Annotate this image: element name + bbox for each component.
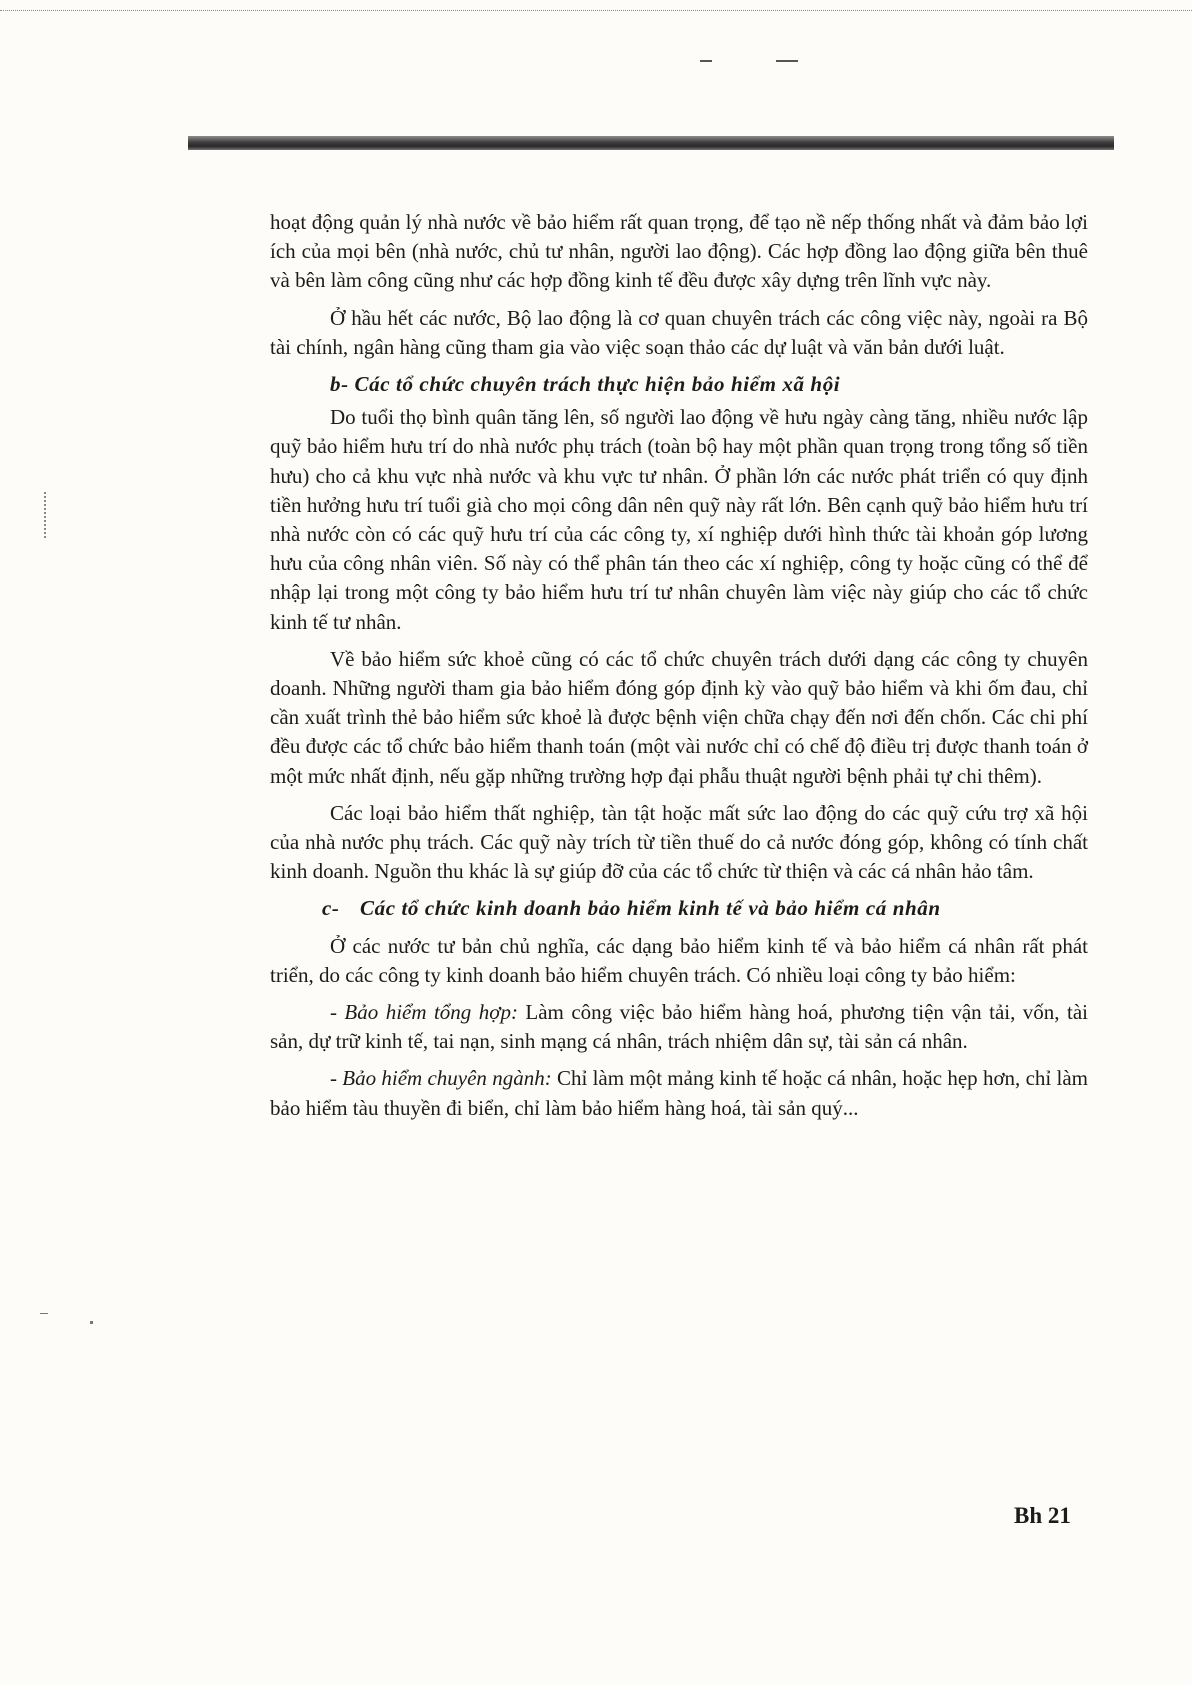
- section-heading-c-marker: c-: [322, 896, 340, 921]
- scan-top-edge: [0, 10, 1192, 11]
- header-mark-left: [700, 60, 712, 62]
- section-heading-c: [322, 894, 1088, 923]
- margin-specks: [44, 492, 48, 538]
- paragraph: Ở các nước tư bản chủ nghĩa, các dạng bảo hiểm kinh tế và bảo hiểm cá nhân rất phát triển, do các công ty kinh doanh bảo hiểm chuyên trách. Có nhiều loại công ty bảo hiểm:: [270, 933, 1088, 987]
- list-item: [270, 998, 1088, 1056]
- paragraph: Các loại bảo hiểm thất nghiệp, tàn tật hoặc mất sức lao động do các quỹ cứu trợ xã hội của nhà nước phụ trách. Các quỹ này trích từ tiền thuế do cả nước đóng góp, không có tính chất kinh doanh. Nguồn thu khác là sự giúp đỡ của các tổ chức từ thiện và các cá nhân hảo tâm.: [270, 800, 1088, 884]
- list-item-text: Chỉ làm một mảng kinh tế hoặc cá nhân, hoặc hẹp hơn, chỉ làm bảo hiểm tàu thuyền đi biển, chỉ làm bảo hiểm hàng hoá, tài sản quý...: [270, 1066, 1088, 1120]
- paragraph: hoạt động quản lý nhà nước về bảo hiểm rất quan trọng, để tạo nề nếp thống nhất và đảm bảo lợi ích của mọi bên (nhà nước, chủ tư nhân, người lao động). Các hợp đồng lao động giữa bên thuê và bên làm công cũng như các hợp đồng kinh tế đều được xây dựng trên lĩnh vực này.: [270, 210, 1088, 293]
- header-rule: [188, 136, 1114, 150]
- paragraph: Về bảo hiểm sức khoẻ cũng có các tổ chức chuyên trách dưới dạng các công ty chuyên doanh. Những người tham gia bảo hiểm đóng góp định kỳ vào quỹ bảo hiểm và khi ốm đau, chỉ cần xuất trình thẻ bảo hiểm sức khoẻ là được bệnh viện chữa chạy đến nơi đến chốn. Các chi phí đều được các tổ chức bảo hiểm thanh toán (một vài nước chỉ có chế độ điều trị được thanh toán ở một mức nhất định, nếu gặp những trường hợp đại phẫu thuật người bệnh phải tự chi thêm).: [270, 646, 1088, 788]
- paragraph: Do tuổi thọ bình quân tăng lên, số người lao động về hưu ngày càng tăng, nhiều nước lập quỹ bảo hiểm hưu trí do nhà nước phụ trách (toàn bộ hay một phần quan trọng trong tổng số tiền hưu) cho cả khu vực nhà nước và khu vực tư nhân. Ở phần lớn các nước phát triển có quy định tiền hưởng hưu trí tuổi già cho mọi công dân nên quỹ này rất lớn. Bên cạnh quỹ bảo hiểm hưu trí nhà nước còn có các quỹ hưu trí của các công ty, xí nghiệp dưới hình thức tài khoản góp lương hưu của công nhân viên. Số này có thể phân tán theo các xí nghiệp, công ty hoặc cũng có thể để nhập lại trong một công ty bảo hiểm hưu trí tư nhân chuyên làm việc này giúp cho các tổ chức kinh tế tư nhân.: [270, 405, 1088, 634]
- page-body: [270, 208, 1088, 1123]
- margin-speck: [90, 1321, 93, 1324]
- margin-speck: [40, 1313, 48, 1314]
- list-item-text: Làm công việc bảo hiểm hàng hoá, phương tiện vận tải, vốn, tài sản, dự trữ kinh tế, tai nạn, sinh mạng cá nhân, trách nhiệm dân sự, tài sản cá nhân.: [270, 1000, 1088, 1054]
- list-item-term: - Bảo hiểm tổng hợp:: [330, 1000, 518, 1025]
- section-heading-c-text: Các tổ chức kinh doanh bảo hiểm kinh tế và bảo hiểm cá nhân: [360, 896, 941, 921]
- header-mark-right: [776, 60, 798, 62]
- list-item-term: - Bảo hiểm chuyên ngành:: [330, 1066, 552, 1091]
- section-heading-b: b- Các tổ chức chuyên trách thực hiện bảo hiểm xã hội: [330, 372, 841, 397]
- page-number: Bh 21: [1014, 1503, 1071, 1528]
- list-item: [270, 1064, 1088, 1122]
- paragraph: Ở hầu hết các nước, Bộ lao động là cơ quan chuyên trách các công việc này, ngoài ra Bộ tài chính, ngân hàng cũng tham gia vào việc soạn thảo các dự luật và văn bản dưới luật.: [270, 305, 1088, 359]
